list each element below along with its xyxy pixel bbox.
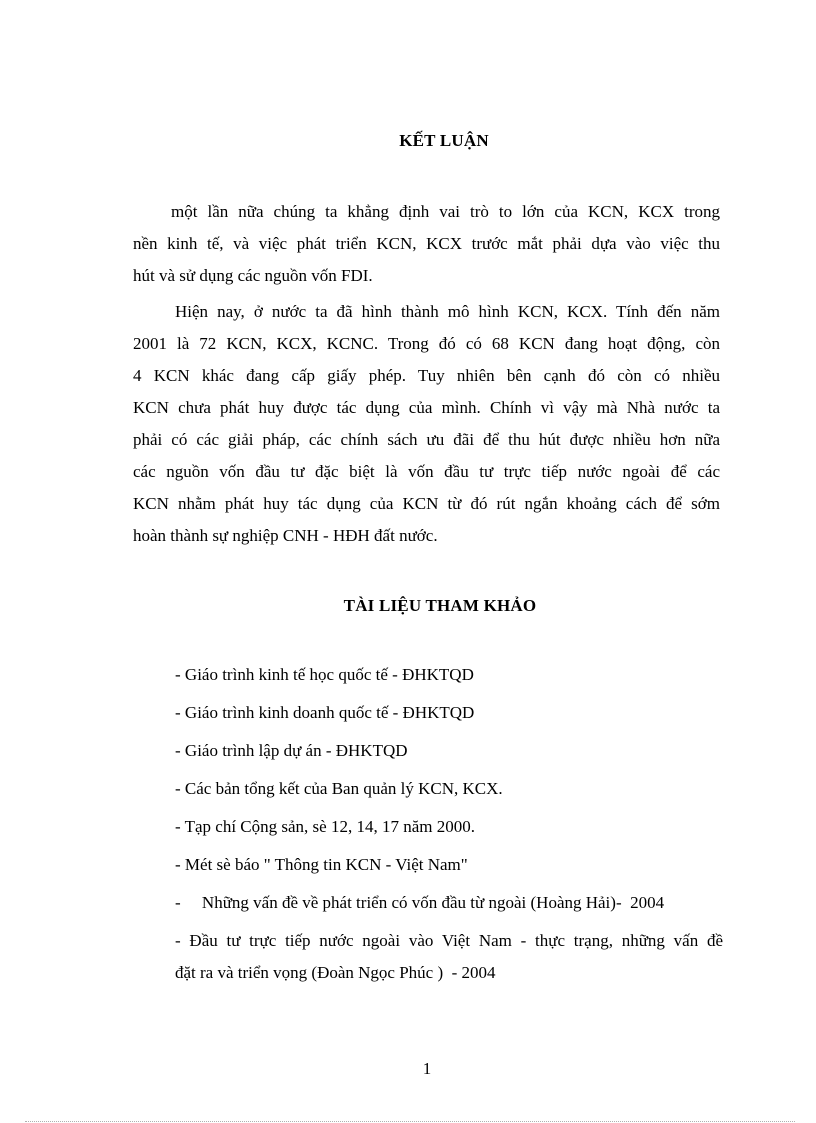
reference-item: - Giáo trình kinh doanh quốc tế - ĐHKTQD	[175, 703, 475, 722]
paragraph-line: Hiện nay, ở nước ta đã hình thành mô hình KCN, KCX. Tính đến năm	[175, 302, 720, 321]
paragraph-line: hút và sử dụng các nguồn vốn FDI.	[133, 266, 373, 285]
paragraph-line: 2001 là 72 KCN, KCX, KCNC. Trong đó có 68 KCN đang hoạt động, còn	[133, 334, 720, 353]
paragraph-line: phải có các giải pháp, các chính sách ưu đãi để thu hút được nhiều hơn nữa	[133, 430, 720, 449]
reference-item	[175, 925, 723, 989]
page-bottom-divider	[25, 1121, 795, 1122]
reference-item: - Những vấn đề về phát triển có vốn đầu từ ngoài (Hoàng Hải)- 2004	[175, 893, 665, 912]
paragraph-line: KCN nhằm phát huy tác dụng của KCN từ đó rút ngắn khoảng cách để sớm	[133, 494, 720, 513]
paragraph-line: một lần nữa chúng ta khẳng định vai trò to lớn của KCN, KCX trong	[171, 202, 720, 221]
reference-item-line: đặt ra và triển vọng (Đoàn Ngọc Phúc ) - 2004	[175, 963, 496, 982]
conclusion-paragraph-2	[133, 296, 720, 552]
paragraph-line: KCN chưa phát huy được tác dụng của mình. Chính vì vậy mà Nhà nước ta	[133, 398, 720, 417]
conclusion-paragraph-1	[133, 196, 720, 292]
reference-item-line: - Đầu tư trực tiếp nước ngoài vào Việt Nam - thực trạng, những vấn đề	[175, 931, 723, 950]
reference-item: - Các bản tổng kết của Ban quản lý KCN, KCX.	[175, 779, 503, 798]
paragraph-line: nền kinh tế, và việc phát triển KCN, KCX trước mắt phải dựa vào việc thu	[133, 234, 720, 253]
reference-item: - Tạp chí Cộng sản, sè 12, 14, 17 năm 2000.	[175, 817, 475, 836]
paragraph-line: hoàn thành sự nghiệp CNH - HĐH đất nước.	[133, 526, 438, 545]
reference-item: - Mét sè báo " Thông tin KCN - Việt Nam"	[175, 855, 468, 874]
reference-item: - Giáo trình lập dự án - ĐHKTQD	[175, 741, 408, 760]
references-title: TÀI LIỆU THAM KHẢO	[343, 596, 537, 615]
paragraph-line: 4 KCN khác đang cấp giấy phép. Tuy nhiên bên cạnh đó còn có nhiều	[133, 366, 720, 385]
page-number: 1	[422, 1059, 432, 1078]
reference-item: - Giáo trình kinh tế học quốc tế - ĐHKTQD	[175, 665, 474, 684]
references-list	[175, 659, 723, 989]
conclusion-title: KẾT LUẬN	[399, 131, 489, 150]
paragraph-line: các nguồn vốn đầu tư đặc biệt là vốn đầu tư trực tiếp nước ngoài để các	[133, 462, 720, 481]
